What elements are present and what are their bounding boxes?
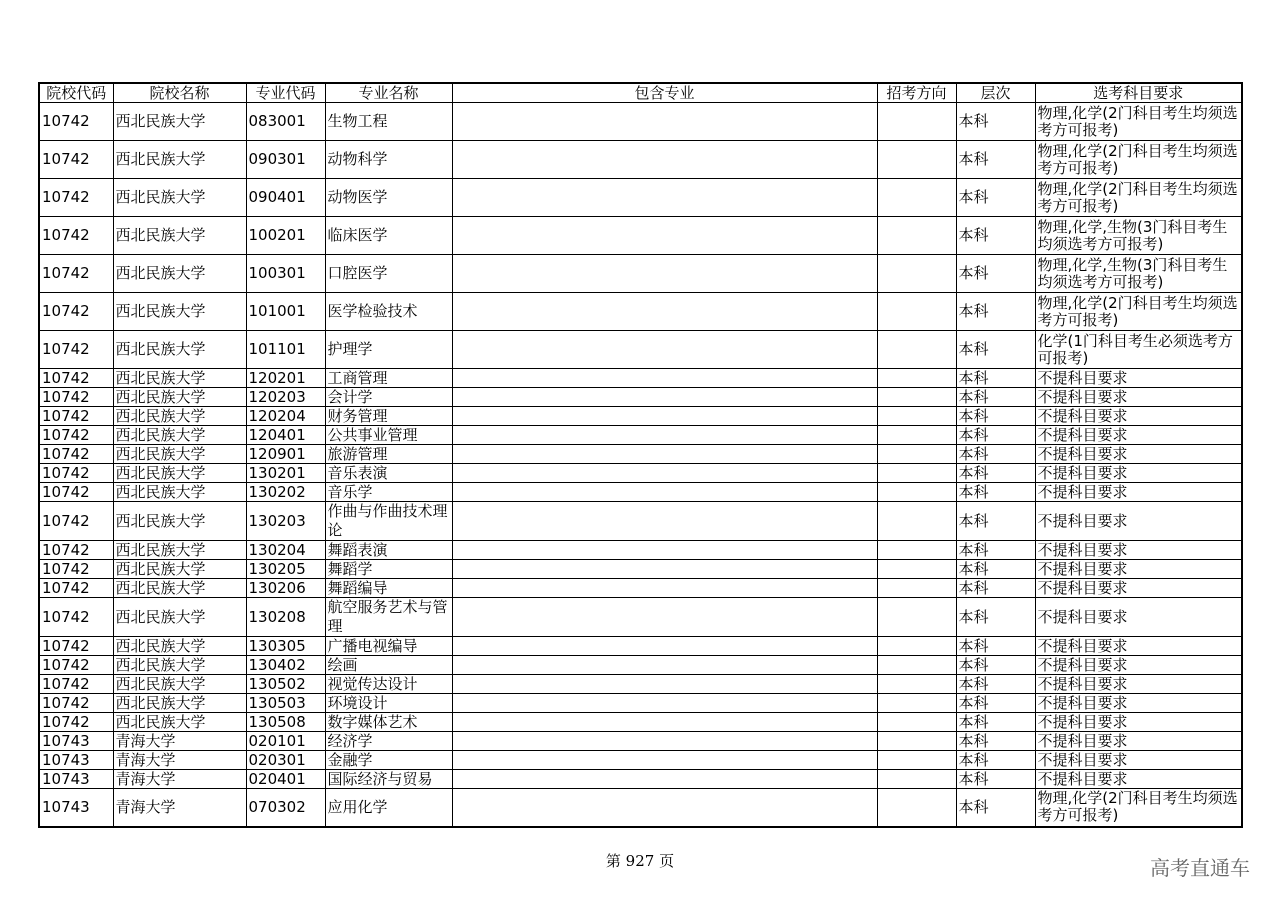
cell-requirement: 物理,化学(2门科目考生均须选考方可报考) xyxy=(1035,293,1242,331)
cell-school-name: 青海大学 xyxy=(113,770,246,789)
cell-school-name: 西北民族大学 xyxy=(113,483,246,502)
cell-school-code: 10743 xyxy=(39,751,113,770)
cell-included-majors xyxy=(452,598,877,637)
cell-requirement: 物理,化学(2门科目考生均须选考方可报考) xyxy=(1035,179,1242,217)
cell-school-name: 西北民族大学 xyxy=(113,541,246,560)
cell-included-majors xyxy=(452,179,877,217)
cell-direction xyxy=(877,407,956,426)
cell-school-code: 10742 xyxy=(39,483,113,502)
cell-direction xyxy=(877,579,956,598)
cell-school-name: 西北民族大学 xyxy=(113,388,246,407)
cell-included-majors xyxy=(452,255,877,293)
table-row xyxy=(39,407,1242,426)
table-row xyxy=(39,560,1242,579)
cell-included-majors xyxy=(452,331,877,369)
cell-major-name: 舞蹈编导 xyxy=(325,579,452,598)
cell-school-code: 10742 xyxy=(39,656,113,675)
cell-school-name: 西北民族大学 xyxy=(113,369,246,388)
table-row xyxy=(39,541,1242,560)
cell-major-name: 生物工程 xyxy=(325,103,452,141)
cell-school-code: 10742 xyxy=(39,407,113,426)
cell-school-name: 西北民族大学 xyxy=(113,179,246,217)
cell-included-majors xyxy=(452,789,877,827)
cell-direction xyxy=(877,751,956,770)
cell-requirement: 不提科目要求 xyxy=(1035,560,1242,579)
cell-level: 本科 xyxy=(956,770,1035,789)
cell-major-code: 130204 xyxy=(246,541,325,560)
cell-direction xyxy=(877,445,956,464)
cell-direction xyxy=(877,560,956,579)
cell-major-name: 经济学 xyxy=(325,732,452,751)
cell-level: 本科 xyxy=(956,637,1035,656)
cell-level: 本科 xyxy=(956,732,1035,751)
cell-school-name: 西北民族大学 xyxy=(113,598,246,637)
cell-school-name: 青海大学 xyxy=(113,789,246,827)
table-row xyxy=(39,179,1242,217)
cell-direction xyxy=(877,217,956,255)
cell-school-name: 西北民族大学 xyxy=(113,331,246,369)
cell-major-name: 临床医学 xyxy=(325,217,452,255)
cell-direction xyxy=(877,694,956,713)
header-school-code: 院校代码 xyxy=(39,83,113,103)
cell-included-majors xyxy=(452,751,877,770)
cell-major-name: 动物医学 xyxy=(325,179,452,217)
cell-requirement: 不提科目要求 xyxy=(1035,388,1242,407)
cell-school-code: 10742 xyxy=(39,579,113,598)
cell-requirement: 物理,化学,生物(3门科目考生均须选考方可报考) xyxy=(1035,217,1242,255)
cell-requirement: 物理,化学(2门科目考生均须选考方可报考) xyxy=(1035,103,1242,141)
cell-major-name: 航空服务艺术与管理 xyxy=(325,598,452,637)
cell-major-name: 舞蹈表演 xyxy=(325,541,452,560)
cell-major-name: 国际经济与贸易 xyxy=(325,770,452,789)
cell-direction xyxy=(877,293,956,331)
table-row xyxy=(39,141,1242,179)
cell-major-code: 130508 xyxy=(246,713,325,732)
cell-major-code: 120201 xyxy=(246,369,325,388)
cell-level: 本科 xyxy=(956,464,1035,483)
table-row xyxy=(39,217,1242,255)
cell-requirement: 不提科目要求 xyxy=(1035,598,1242,637)
header-major-name: 专业名称 xyxy=(325,83,452,103)
cell-direction xyxy=(877,426,956,445)
cell-school-code: 10742 xyxy=(39,502,113,541)
table-row xyxy=(39,103,1242,141)
cell-school-code: 10742 xyxy=(39,255,113,293)
table-row xyxy=(39,789,1242,827)
admission-table-container xyxy=(38,82,1241,828)
cell-major-code: 130402 xyxy=(246,656,325,675)
cell-school-name: 西北民族大学 xyxy=(113,502,246,541)
cell-major-code: 130305 xyxy=(246,637,325,656)
cell-major-code: 130205 xyxy=(246,560,325,579)
cell-school-name: 青海大学 xyxy=(113,751,246,770)
cell-included-majors xyxy=(452,217,877,255)
cell-direction xyxy=(877,103,956,141)
table-row xyxy=(39,293,1242,331)
page-number: 第 927 页 xyxy=(605,852,675,870)
table-row xyxy=(39,502,1242,541)
table-row xyxy=(39,579,1242,598)
cell-requirement: 不提科目要求 xyxy=(1035,502,1242,541)
table-row xyxy=(39,255,1242,293)
cell-major-code: 070302 xyxy=(246,789,325,827)
cell-direction xyxy=(877,369,956,388)
cell-school-name: 西北民族大学 xyxy=(113,141,246,179)
header-level: 层次 xyxy=(956,83,1035,103)
table-row xyxy=(39,369,1242,388)
cell-school-code: 10743 xyxy=(39,789,113,827)
cell-major-code: 090401 xyxy=(246,179,325,217)
cell-major-name: 应用化学 xyxy=(325,789,452,827)
cell-included-majors xyxy=(452,770,877,789)
cell-major-name: 旅游管理 xyxy=(325,445,452,464)
cell-school-code: 10742 xyxy=(39,179,113,217)
cell-major-name: 环境设计 xyxy=(325,694,452,713)
cell-requirement: 不提科目要求 xyxy=(1035,541,1242,560)
cell-direction xyxy=(877,732,956,751)
cell-level: 本科 xyxy=(956,579,1035,598)
cell-included-majors xyxy=(452,369,877,388)
cell-included-majors xyxy=(452,293,877,331)
cell-major-code: 020301 xyxy=(246,751,325,770)
cell-included-majors xyxy=(452,445,877,464)
cell-requirement: 不提科目要求 xyxy=(1035,407,1242,426)
cell-included-majors xyxy=(452,407,877,426)
cell-school-code: 10742 xyxy=(39,388,113,407)
table-row xyxy=(39,770,1242,789)
cell-direction xyxy=(877,255,956,293)
cell-major-name: 数字媒体艺术 xyxy=(325,713,452,732)
cell-included-majors xyxy=(452,388,877,407)
cell-direction xyxy=(877,388,956,407)
cell-school-code: 10743 xyxy=(39,732,113,751)
cell-level: 本科 xyxy=(956,656,1035,675)
cell-requirement: 不提科目要求 xyxy=(1035,732,1242,751)
cell-requirement: 不提科目要求 xyxy=(1035,464,1242,483)
cell-level: 本科 xyxy=(956,445,1035,464)
cell-included-majors xyxy=(452,637,877,656)
cell-requirement: 不提科目要求 xyxy=(1035,770,1242,789)
cell-school-name: 西北民族大学 xyxy=(113,656,246,675)
cell-included-majors xyxy=(452,141,877,179)
cell-included-majors xyxy=(452,579,877,598)
cell-level: 本科 xyxy=(956,483,1035,502)
cell-included-majors xyxy=(452,103,877,141)
cell-level: 本科 xyxy=(956,713,1035,732)
cell-major-name: 广播电视编导 xyxy=(325,637,452,656)
cell-level: 本科 xyxy=(956,388,1035,407)
cell-school-name: 西北民族大学 xyxy=(113,675,246,694)
cell-major-name: 动物科学 xyxy=(325,141,452,179)
cell-included-majors xyxy=(452,483,877,502)
cell-school-name: 西北民族大学 xyxy=(113,255,246,293)
cell-school-code: 10742 xyxy=(39,560,113,579)
cell-direction xyxy=(877,770,956,789)
cell-school-name: 青海大学 xyxy=(113,732,246,751)
cell-major-name: 工商管理 xyxy=(325,369,452,388)
cell-requirement: 不提科目要求 xyxy=(1035,483,1242,502)
cell-school-code: 10742 xyxy=(39,464,113,483)
cell-school-name: 西北民族大学 xyxy=(113,217,246,255)
cell-major-code: 120901 xyxy=(246,445,325,464)
cell-direction xyxy=(877,656,956,675)
cell-school-name: 西北民族大学 xyxy=(113,464,246,483)
table-row xyxy=(39,732,1242,751)
cell-school-code: 10742 xyxy=(39,141,113,179)
cell-major-code: 130503 xyxy=(246,694,325,713)
table-body xyxy=(39,103,1242,827)
cell-included-majors xyxy=(452,541,877,560)
cell-direction xyxy=(877,713,956,732)
cell-level: 本科 xyxy=(956,217,1035,255)
cell-level: 本科 xyxy=(956,331,1035,369)
cell-school-code: 10742 xyxy=(39,637,113,656)
cell-school-code: 10743 xyxy=(39,770,113,789)
cell-included-majors xyxy=(452,426,877,445)
cell-level: 本科 xyxy=(956,426,1035,445)
cell-school-code: 10742 xyxy=(39,217,113,255)
cell-school-name: 西北民族大学 xyxy=(113,426,246,445)
cell-level: 本科 xyxy=(956,407,1035,426)
cell-included-majors xyxy=(452,694,877,713)
cell-school-code: 10742 xyxy=(39,598,113,637)
cell-major-name: 财务管理 xyxy=(325,407,452,426)
cell-major-code: 101101 xyxy=(246,331,325,369)
cell-included-majors xyxy=(452,732,877,751)
cell-school-name: 西北民族大学 xyxy=(113,293,246,331)
cell-level: 本科 xyxy=(956,293,1035,331)
cell-level: 本科 xyxy=(956,502,1035,541)
cell-requirement: 不提科目要求 xyxy=(1035,426,1242,445)
cell-direction xyxy=(877,598,956,637)
cell-level: 本科 xyxy=(956,141,1035,179)
header-included-majors: 包含专业 xyxy=(452,83,877,103)
cell-major-name: 音乐学 xyxy=(325,483,452,502)
cell-school-name: 西北民族大学 xyxy=(113,560,246,579)
cell-requirement: 不提科目要求 xyxy=(1035,675,1242,694)
cell-school-code: 10742 xyxy=(39,694,113,713)
cell-included-majors xyxy=(452,464,877,483)
cell-school-name: 西北民族大学 xyxy=(113,445,246,464)
cell-major-code: 101001 xyxy=(246,293,325,331)
cell-major-code: 083001 xyxy=(246,103,325,141)
cell-school-name: 西北民族大学 xyxy=(113,579,246,598)
cell-level: 本科 xyxy=(956,179,1035,217)
cell-major-code: 120401 xyxy=(246,426,325,445)
cell-major-name: 医学检验技术 xyxy=(325,293,452,331)
cell-direction xyxy=(877,141,956,179)
cell-school-code: 10742 xyxy=(39,675,113,694)
cell-requirement: 不提科目要求 xyxy=(1035,694,1242,713)
cell-direction xyxy=(877,331,956,369)
cell-direction xyxy=(877,464,956,483)
cell-school-name: 西北民族大学 xyxy=(113,407,246,426)
cell-major-name: 绘画 xyxy=(325,656,452,675)
cell-major-name: 音乐表演 xyxy=(325,464,452,483)
table-row xyxy=(39,464,1242,483)
cell-major-code: 020101 xyxy=(246,732,325,751)
table-row xyxy=(39,694,1242,713)
cell-included-majors xyxy=(452,713,877,732)
header-row xyxy=(39,83,1242,103)
cell-level: 本科 xyxy=(956,751,1035,770)
header-school-name: 院校名称 xyxy=(113,83,246,103)
cell-major-code: 130202 xyxy=(246,483,325,502)
cell-requirement: 不提科目要求 xyxy=(1035,445,1242,464)
cell-direction xyxy=(877,179,956,217)
cell-major-code: 130208 xyxy=(246,598,325,637)
cell-major-code: 100301 xyxy=(246,255,325,293)
cell-included-majors xyxy=(452,502,877,541)
admission-table xyxy=(38,82,1243,828)
cell-school-code: 10742 xyxy=(39,331,113,369)
cell-major-name: 舞蹈学 xyxy=(325,560,452,579)
cell-school-code: 10742 xyxy=(39,426,113,445)
table-row xyxy=(39,598,1242,637)
cell-major-name: 金融学 xyxy=(325,751,452,770)
cell-major-code: 130201 xyxy=(246,464,325,483)
cell-major-code: 090301 xyxy=(246,141,325,179)
cell-major-name: 口腔医学 xyxy=(325,255,452,293)
cell-school-name: 西北民族大学 xyxy=(113,694,246,713)
cell-major-code: 120203 xyxy=(246,388,325,407)
cell-direction xyxy=(877,675,956,694)
table-header xyxy=(39,83,1242,103)
cell-major-code: 130206 xyxy=(246,579,325,598)
cell-requirement: 物理,化学,生物(3门科目考生均须选考方可报考) xyxy=(1035,255,1242,293)
cell-level: 本科 xyxy=(956,541,1035,560)
cell-level: 本科 xyxy=(956,789,1035,827)
cell-school-code: 10742 xyxy=(39,103,113,141)
table-row xyxy=(39,637,1242,656)
cell-requirement: 物理,化学(2门科目考生均须选考方可报考) xyxy=(1035,141,1242,179)
cell-requirement: 不提科目要求 xyxy=(1035,656,1242,675)
cell-direction xyxy=(877,483,956,502)
cell-school-code: 10742 xyxy=(39,369,113,388)
cell-major-code: 020401 xyxy=(246,770,325,789)
cell-level: 本科 xyxy=(956,598,1035,637)
cell-level: 本科 xyxy=(956,694,1035,713)
cell-requirement: 物理,化学(2门科目考生均须选考方可报考) xyxy=(1035,789,1242,827)
cell-requirement: 不提科目要求 xyxy=(1035,751,1242,770)
header-direction: 招考方向 xyxy=(877,83,956,103)
cell-school-name: 西北民族大学 xyxy=(113,713,246,732)
cell-direction xyxy=(877,541,956,560)
cell-major-name: 护理学 xyxy=(325,331,452,369)
cell-major-code: 130203 xyxy=(246,502,325,541)
cell-level: 本科 xyxy=(956,255,1035,293)
cell-requirement: 不提科目要求 xyxy=(1035,713,1242,732)
cell-requirement: 不提科目要求 xyxy=(1035,369,1242,388)
cell-level: 本科 xyxy=(956,103,1035,141)
cell-major-name: 会计学 xyxy=(325,388,452,407)
header-major-code: 专业代码 xyxy=(246,83,325,103)
cell-level: 本科 xyxy=(956,369,1035,388)
watermark: 高考直通车 xyxy=(1150,856,1250,880)
cell-included-majors xyxy=(452,560,877,579)
table-row xyxy=(39,445,1242,464)
cell-major-code: 120204 xyxy=(246,407,325,426)
cell-school-code: 10742 xyxy=(39,445,113,464)
cell-requirement: 不提科目要求 xyxy=(1035,637,1242,656)
table-row xyxy=(39,713,1242,732)
table-row xyxy=(39,388,1242,407)
cell-school-code: 10742 xyxy=(39,713,113,732)
header-requirement: 选考科目要求 xyxy=(1035,83,1242,103)
cell-level: 本科 xyxy=(956,675,1035,694)
cell-direction xyxy=(877,637,956,656)
cell-school-code: 10742 xyxy=(39,541,113,560)
cell-school-code: 10742 xyxy=(39,293,113,331)
cell-school-name: 西北民族大学 xyxy=(113,103,246,141)
table-row xyxy=(39,656,1242,675)
cell-major-code: 100201 xyxy=(246,217,325,255)
cell-direction xyxy=(877,502,956,541)
cell-included-majors xyxy=(452,675,877,694)
cell-level: 本科 xyxy=(956,560,1035,579)
table-row xyxy=(39,675,1242,694)
cell-direction xyxy=(877,789,956,827)
cell-major-name: 公共事业管理 xyxy=(325,426,452,445)
cell-major-name: 视觉传达设计 xyxy=(325,675,452,694)
cell-school-name: 西北民族大学 xyxy=(113,637,246,656)
table-row xyxy=(39,751,1242,770)
cell-requirement: 不提科目要求 xyxy=(1035,579,1242,598)
table-row xyxy=(39,426,1242,445)
table-row xyxy=(39,331,1242,369)
cell-requirement: 化学(1门科目考生必须选考方可报考) xyxy=(1035,331,1242,369)
cell-included-majors xyxy=(452,656,877,675)
cell-major-name: 作曲与作曲技术理论 xyxy=(325,502,452,541)
cell-major-code: 130502 xyxy=(246,675,325,694)
table-row xyxy=(39,483,1242,502)
